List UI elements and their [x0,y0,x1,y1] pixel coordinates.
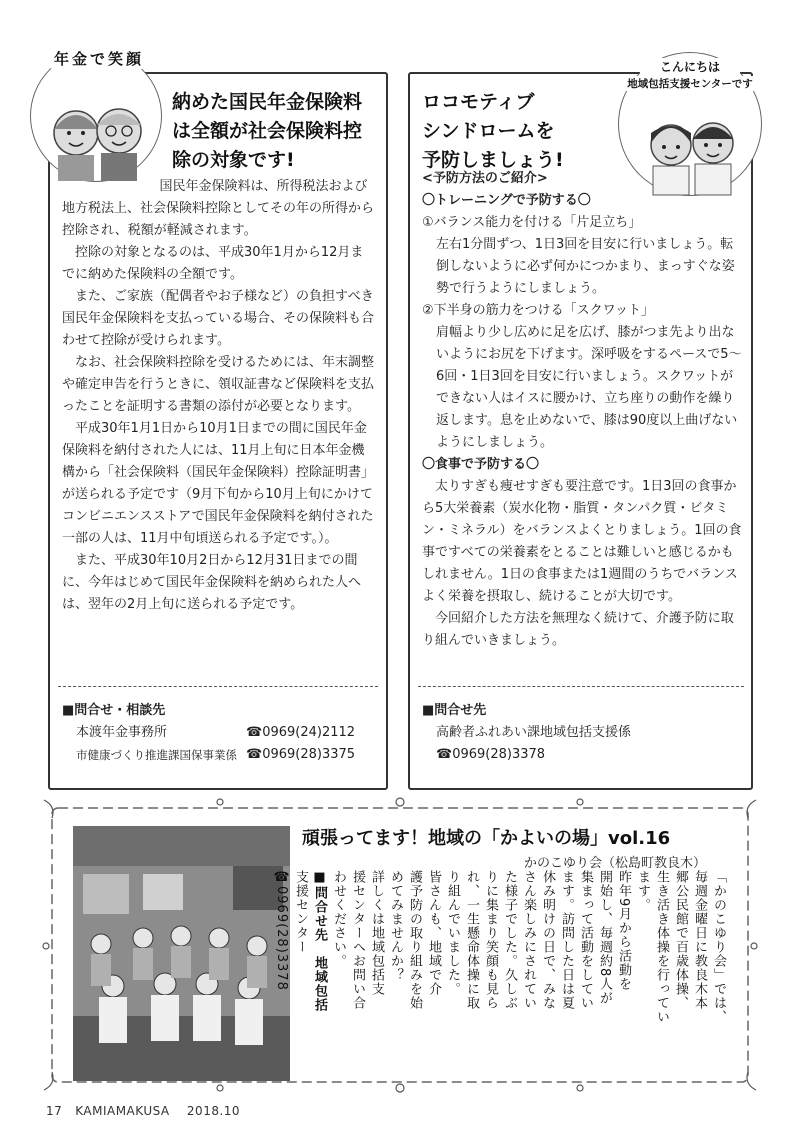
kayoi-column-2: 毎週金曜日に教良木本 [692,870,707,1010]
pension-divider [58,686,378,687]
locomotive-title-line-3: 予防しましょう! [422,149,564,171]
pension-contact-2-name: 市健康づくり推進課国保事業係 [76,748,237,762]
pension-badge-title: 年金で笑顔 [44,48,154,69]
kayoi-column-4: 生き活き体操を行ってい [654,870,669,1024]
kayoi-column-15: り組んでいました。 [445,870,460,996]
kayoi-column-23: 支援センター [293,870,308,954]
magazine-name: KAMIAMAKUSA [75,1104,170,1118]
pension-paragraph-2: 控除の対象となるのは、平成30年1月から12月までに納めた保険料の全額です。 [62,245,364,282]
locomotive-contact-heading: ■問合せ先 [422,703,487,718]
item2-heading: ②下半身の筋力をつける「スクワット」 [422,303,655,318]
pension-paragraph-4: なお、社会保険料控除を受けるためには、年末調整や確定申告を行うときに、領収証書など保険料を支払ったことを証明する書類の添付が必要となります。 [62,355,375,414]
item2-text: 肩幅より少し広めに足を広げ、膝がつま先より出ないようにお尻を下げます。深呼吸をするペースで5～6回・1日3回を目安に行いましょう。スクワットができない人はイスに腰かけ、立ち座りの動作を繰り返します。息を止めないで、膝は90度以上曲げないようにしましょう。 [436,325,742,450]
kayoi-column-10: 休み明けの日で、みな [540,870,555,1010]
kayoi-column-13: りに集まり笑顔も見ら [483,870,498,1010]
elderly-couple-icon [31,51,161,181]
kayoi-column-3: 郷公民館で百歳体操、 [673,870,688,1010]
training-heading: 〇トレーニングで予防する〇 [422,193,591,208]
food-text: 太りすぎも痩せすぎも要注意です。1日3回の食事から5大栄養素（炭水化物・脂質・タンパク質・ビタミン・ミネラル）をバランスよくとりましょう。1回の食事ですべての栄養素をとることは難しいと感じるかもしれません。1日の食事または1週間のうちでバランスよく栄養を摂取し、続けることが大切です。 [422,479,742,604]
group-photo [73,826,290,1081]
pension-contact-heading: ■問合せ・相談先 [62,703,166,718]
kayoi-column-14: れ、一生懸命体操に取 [464,870,479,1010]
support-center-badge-line-2: 地域包括支援センターです [620,76,760,91]
page-number: 17 [46,1104,63,1118]
kayoi-column-12: た様子でした。久しぶ [502,870,517,1010]
pension-contact-2-phone: ☎0969(28)3375 [246,747,356,762]
kayoi-title: 頑張ってます！地域の「かよいの場」vol.16 [302,828,671,849]
pension-paragraph-3: また、ご家族（配偶者やお子様など）の負担すべき国民年金保険料を支払っている場合、その保険料も合わせて控除が受けられます。 [62,289,375,348]
locomotive-title-line-2: シンドロームを [422,120,555,142]
kayoi-column-21: わせください。 [331,870,346,968]
kayoi-column-9: ます。訪問した日は夏 [559,870,574,1010]
kayoi-column-6: 昨年9月から活動を [616,870,631,992]
item1-heading: ①バランス能力を付ける「片足立ち」 [422,215,642,230]
locomotive-contact-name: 高齢者ふれあい課地域包括支援係 [436,725,632,740]
kayoi-column-8: 集まって活動をしてい [578,870,593,1010]
pension-contact-1-name: 本渡年金事務所 [76,725,168,740]
locomotive-divider [418,686,744,687]
locomotive-title [422,88,622,175]
pension-title-line-3: 除の対象です! [172,149,295,171]
kayoi-column-11: さん楽しみにされてい [521,870,536,1010]
kayoi-column-20: 援センターへお問い合 [350,870,365,1010]
pension-contact-1-phone: ☎0969(24)2112 [246,725,356,740]
closing-text: 今回紹介した方法を無理なく続けて、介護予防に取り組んでいきましょう。 [422,611,734,648]
page-footer [46,1104,240,1118]
kayoi-column-19: 詳しくは地域包括支 [369,870,384,996]
kayoi-subtitle: かのこゆり会（松島町教良木） [524,856,707,871]
pension-contact [62,700,382,766]
kayoi-column-18: めてみませんか？ [388,870,403,982]
pension-title-line-2: は全額が社会保険料控 [172,120,363,142]
pension-paragraph-5: 平成30年1月1日から10月1日までの間に国民年金保険料を納付された人には、11月上旬に日本年金機構から「社会保険料（国民年金保険料）控除証明書」が送られる予定です（9月下旬から10月上旬にかけてコンビニエンスストアで国民年金保険料を納付された一部の人は、11月中旬頃送られる予定です。）。 [62,421,375,546]
kayoi-column-24: ☎0969(28)3378 [274,870,289,991]
pension-body [62,176,376,616]
kayoi-column-1: 「かのこゆり会」では、 [711,870,726,1024]
pension-paragraph-6: また、平成30年10月2日から12月31日までの間に、今年はじめて国民年金保険料を納められた人へは、翌年の2月上旬に送られる予定です。 [62,553,362,612]
pension-title [172,88,382,175]
pension-badge [30,50,162,182]
kayoi-column-5: ます。 [635,870,650,912]
locomotive-title-line-1: ロコモティブ [422,91,535,113]
pension-paragraph-1: 国民年金保険料は、所得税法および地方税法上、社会保険料控除としてその年の所得から控除され、税額が軽減されます。 [62,179,375,238]
kayoi-column-16: 皆さんも、地域で介 [426,870,441,996]
group-photo-illustration [73,826,290,1081]
kayoi-column-17: 護予防の取り組みを始 [407,870,422,1010]
locomotive-contact-phone: ☎0969(28)3378 [436,747,546,762]
locomotive-contact [422,700,742,766]
methods-heading: <予防方法のご紹介> [422,171,548,186]
support-center-badge-line-1: こんにちは [640,58,740,75]
kayoi-column-7: 開始し、毎週約8人が [597,870,612,1006]
food-heading: 〇食事で予防する〇 [422,457,540,472]
issue-date: 2018.10 [186,1104,241,1118]
item1-text: 左右1分間ずつ、1日3回を目安に行いましょう。転倒しないように必ず何かにつかまり、まっすぐな姿勢で行うようにしましょう。 [436,237,735,296]
kayoi-vertical-text [274,870,728,1080]
kayoi-column-22: ■問合せ先 地域包括 [312,870,327,1012]
pension-title-line-1: 納めた国民年金保険料 [172,91,363,113]
locomotive-body [422,168,744,652]
